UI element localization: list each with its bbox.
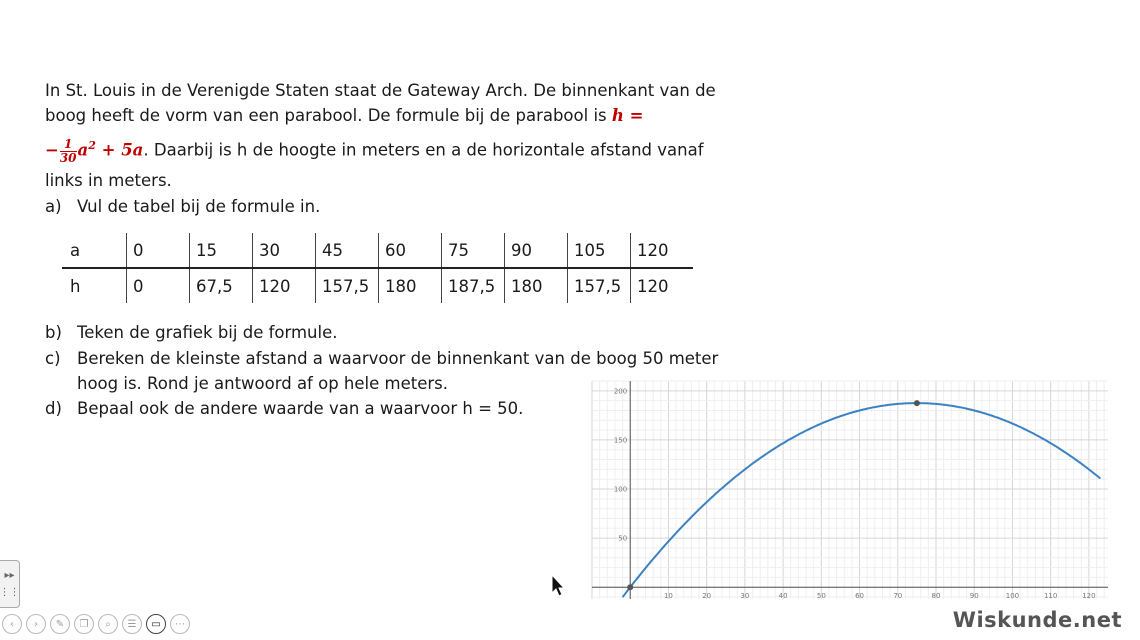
formula-minus: − [45,140,59,160]
grip-icon: ⋮⋮ [0,587,20,598]
value-table [62,233,693,303]
question-c-label: c) [45,349,61,368]
formula-fraction [60,138,77,165]
table-cell: 105 [568,233,631,268]
intro-line-3 [45,134,704,165]
table-cell: 120 [253,268,316,303]
parabola-graph [550,375,1112,607]
zoom-icon[interactable]: ⌕ [98,614,118,634]
next-icon[interactable]: › [26,614,46,634]
intro-line-4: links in meters. [45,171,172,190]
pen-icon[interactable]: ✎ [50,614,70,634]
question-c [45,347,718,371]
x-tick-label: 70 [893,592,903,601]
intro-line-1: In St. Louis in de Verenigde Staten staat de Gateway Arch. De binnenkant van de [45,81,716,100]
cursor-icon [552,575,564,596]
graph-point [914,400,920,406]
formula-lhs: h = [611,106,644,125]
x-tick-label: 80 [931,592,941,601]
question-a-label: a) [45,197,62,216]
brand-logo: Wiskunde.net [952,608,1122,632]
x-tick-label: 100 [1005,592,1020,601]
question-d [45,397,523,421]
question-a [45,195,320,219]
table-cell: 30 [253,233,316,268]
question-c-text: Bereken de kleinste afstand a waarvoor de binnenkant van de boog 50 meter [77,349,719,368]
copy-icon[interactable]: ❐ [74,614,94,634]
graph-point [627,584,633,590]
table-cell: 67,5 [190,268,253,303]
table-cell: 0 [127,233,190,268]
menu-icon[interactable]: ☰ [122,614,142,634]
side-panel-toggle[interactable] [0,560,20,608]
question-b-label: b) [45,323,62,342]
table-row-h [62,268,693,303]
x-tick-label: 40 [778,592,788,601]
question-d-text: Bepaal ook de andere waarde van a waarvoor h = 50. [77,399,524,418]
x-tick-label: 30 [740,592,750,601]
table-cell: 120 [631,233,694,268]
table-cell: 180 [505,268,568,303]
x-tick-label: 60 [855,592,865,601]
intro-line-2-text: boog heeft de vorm van een parabool. De formule bij de parabool is [45,106,612,125]
player-toolbar [2,614,190,636]
intro-line-3-text: . Daarbij is h de hoogte in meters en a de horizontale afstand vanaf [143,140,704,160]
question-b [45,321,338,345]
table-cell: 157,5 [568,268,631,303]
formula-rest: + 5a [95,140,144,160]
y-tick-label: 50 [618,534,628,543]
question-b-text: Teken de grafiek bij de formule. [77,323,338,342]
table-header-a: a [62,233,127,268]
table-header-h: h [70,276,81,296]
x-tick-label: 120 [1082,592,1096,601]
fraction-numerator: 1 [60,138,77,152]
table-cell: 60 [379,233,442,268]
x-tick-label: 50 [816,592,826,601]
table-cell: 0 [127,268,190,303]
y-tick-label: 200 [613,387,628,396]
question-c-text-2: hoog is. Rond je antwoord af op hele meters. [77,374,448,393]
y-tick-label: 100 [613,485,628,494]
table-cell: 180 [379,268,442,303]
fraction-denominator: 30 [59,150,77,165]
prev-icon[interactable]: ‹ [2,614,22,634]
table-cell: 75 [442,233,505,268]
question-d-label: d) [45,399,62,418]
x-tick-label: 10 [663,592,673,601]
question-c-continued [45,372,448,396]
table-row-a [62,233,693,268]
formula-var: a [77,140,89,160]
table-cell: 120 [631,268,694,303]
table-cell: 45 [316,233,379,268]
video-icon[interactable]: ▭ [146,614,166,634]
table-cell: 157,5 [316,268,379,303]
x-tick-label: 110 [1043,592,1058,601]
y-tick-label: 150 [613,436,628,445]
table-cell: 15 [190,233,253,268]
x-tick-label: 20 [702,592,712,601]
intro-line-2 [45,104,643,128]
table-cell: 187,5 [442,268,505,303]
x-tick-label: 90 [969,592,979,601]
expand-icon: ▸▸ [4,570,15,581]
formula-exponent: 2 [88,139,96,152]
table-cell: 90 [505,233,568,268]
question-a-text: Vul de tabel bij de formule in. [77,197,321,216]
more-icon[interactable]: ⋯ [170,614,190,634]
parabola-curve [623,403,1101,597]
